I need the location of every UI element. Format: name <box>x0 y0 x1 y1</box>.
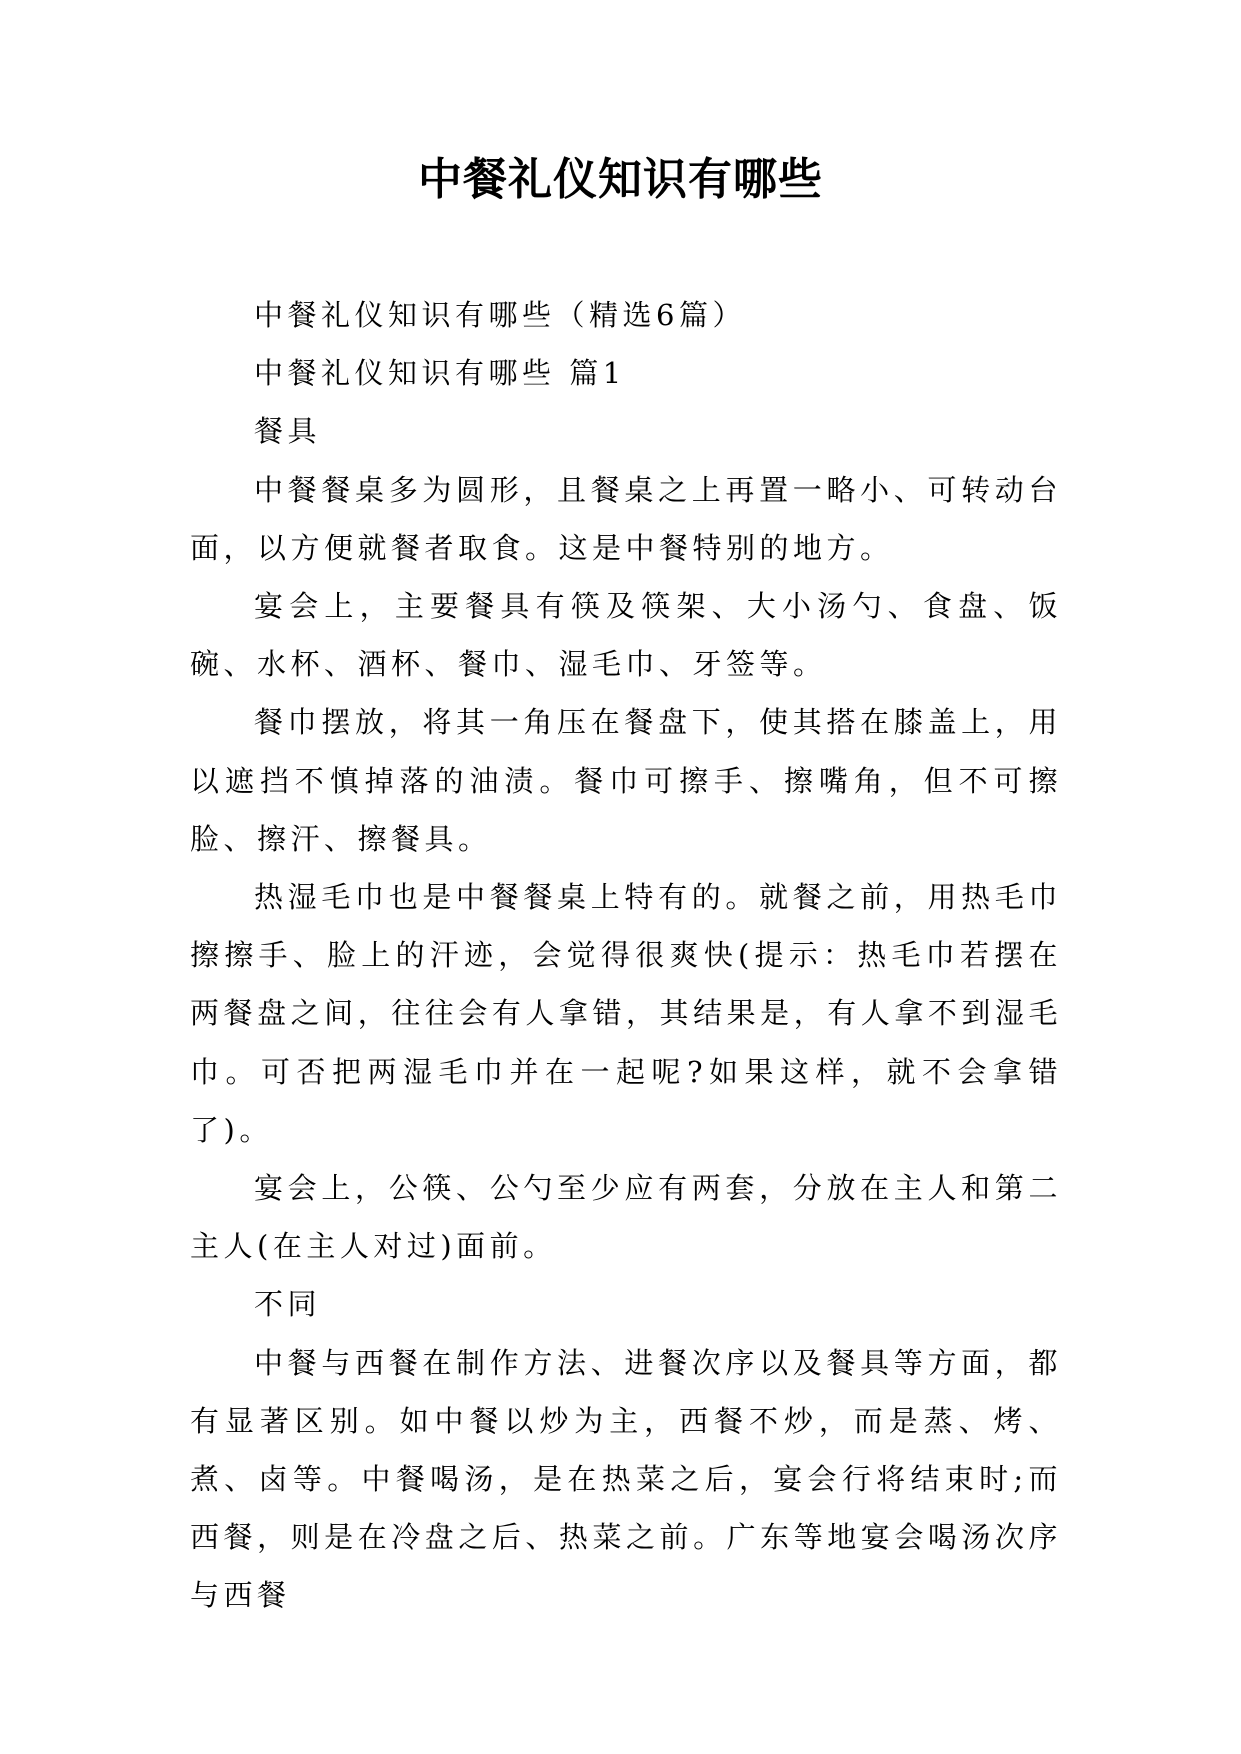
paragraph: 宴会上，公筷、公勺至少应有两套，分放在主人和第二主人(在主人对过)面前。 <box>190 1171 1062 1264</box>
paragraph-heading-tableware: 餐具 <box>254 414 322 449</box>
paragraph-subtitle: 中餐礼仪知识有哪些（精选6篇） <box>254 298 746 332</box>
paragraph: 中餐餐桌多为圆形，且餐桌之上再置一略小、可转动台面，以方便就餐者取食。这是中餐特别的地方。 <box>190 472 1062 565</box>
paragraph-heading-differences: 不同 <box>254 1287 322 1322</box>
paragraph: 热湿毛巾也是中餐餐桌上特有的。就餐之前，用热毛巾擦擦手、脸上的汗迹，会觉得很爽快(提示：热毛巾若摆在两餐盘之间，往往会有人拿错，其结果是，有人拿不到湿毛巾。可否把两湿毛巾并在一起呢?如果这样，就不会拿错了)。 <box>190 880 1062 1147</box>
paragraph: 中餐与西餐在制作方法、进餐次序以及餐具等方面，都有显著区别。如中餐以炒为主，西餐不炒，而是蒸、烤、煮、卤等。中餐喝汤，是在热菜之后，宴会行将结束时;而西餐，则是在冷盘之后、热菜之前。广东等地宴会喝汤次序与西餐 <box>190 1345 1062 1613</box>
paragraph-section-heading: 中餐礼仪知识有哪些 篇1 <box>254 356 626 391</box>
paragraph: 餐巾摆放，将其一角压在餐盘下，使其搭在膝盖上，用以遮挡不慎掉落的油渍。餐巾可擦手、擦嘴角，但不可擦脸、擦汗、擦餐具。 <box>190 705 1062 856</box>
paragraph: 宴会上，主要餐具有筷及筷架、大小汤勺、食盘、饭碗、水杯、酒杯、餐巾、湿毛巾、牙签等。 <box>190 589 1062 682</box>
document-title: 中餐礼仪知识有哪些 <box>418 154 823 205</box>
document-body <box>190 286 1062 1625</box>
